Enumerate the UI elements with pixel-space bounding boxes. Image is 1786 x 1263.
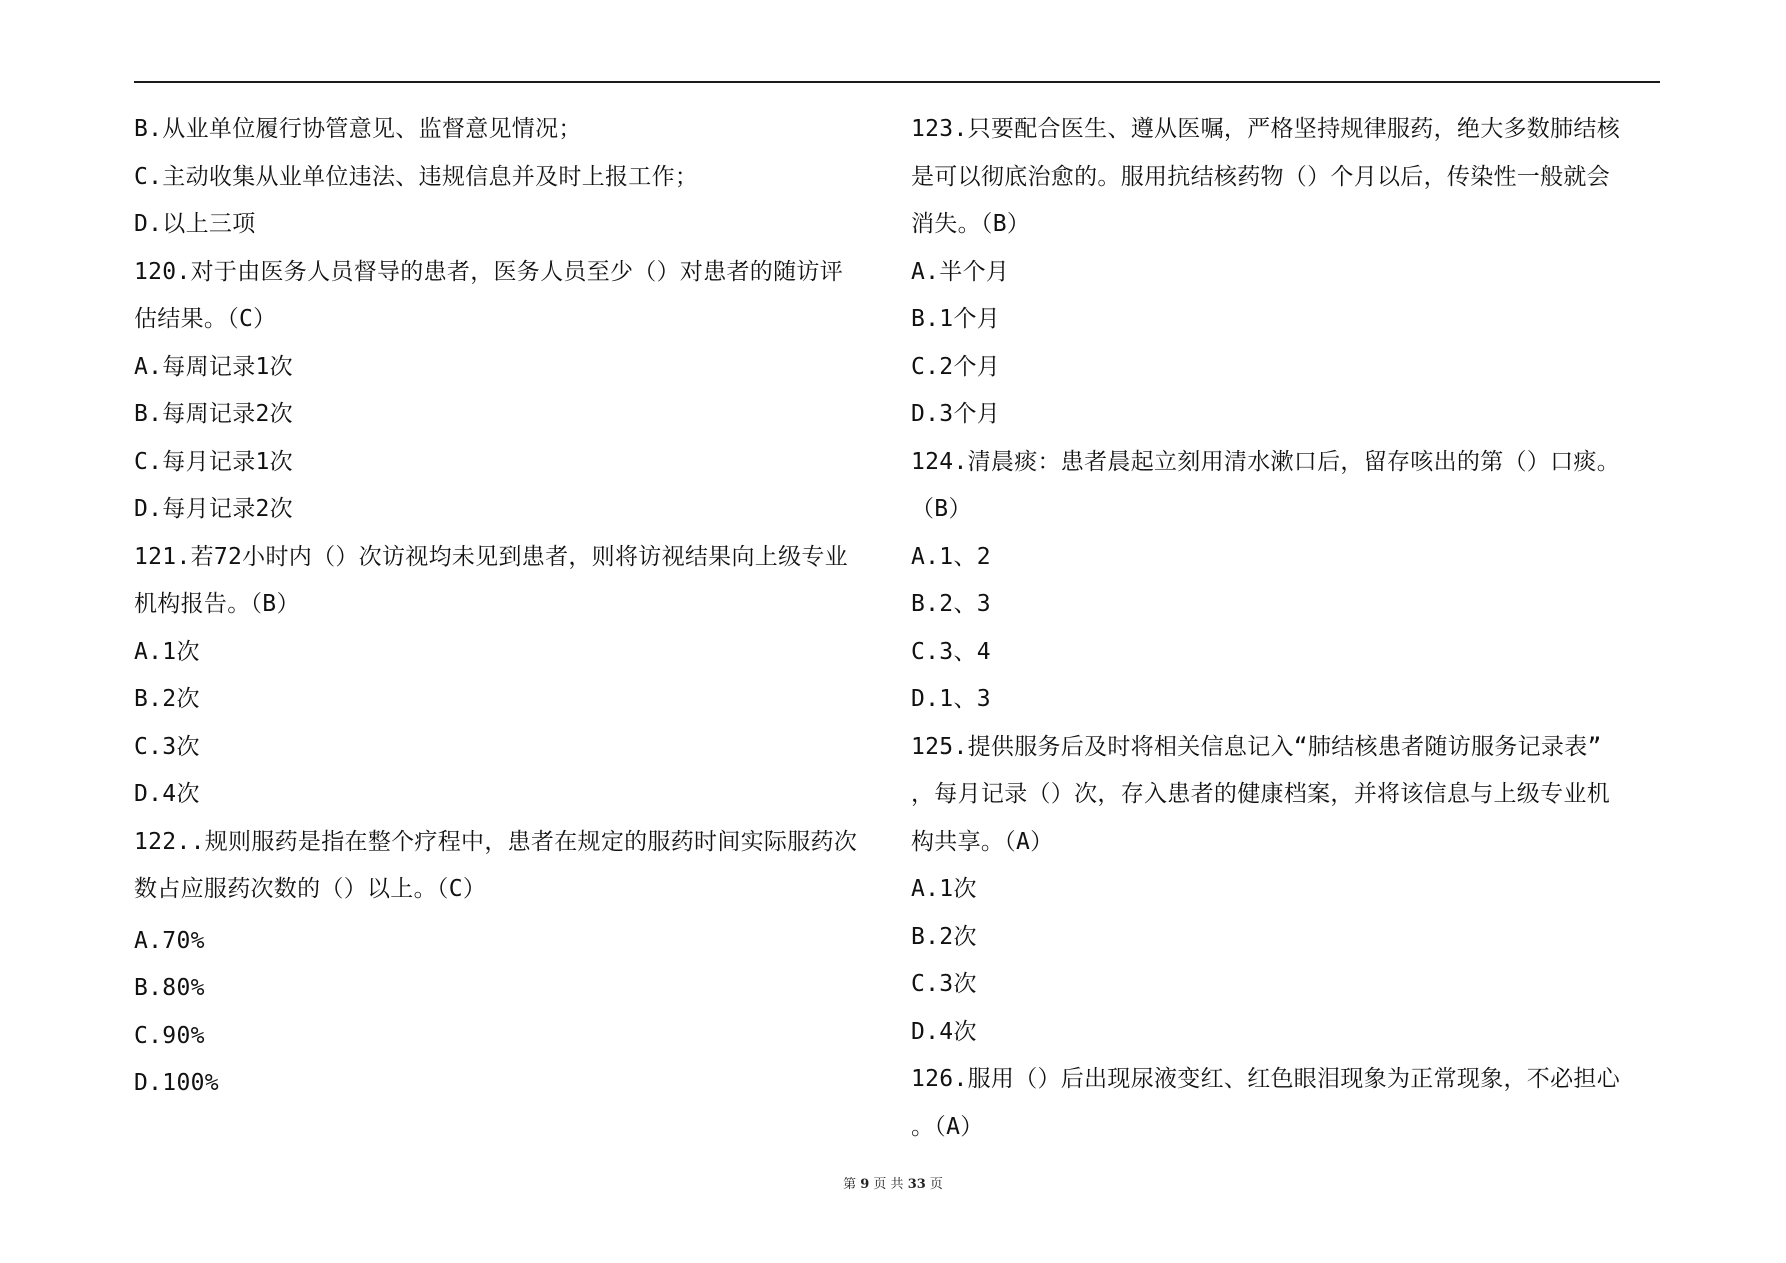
option-line: A.70% (134, 927, 205, 954)
question-122: 122..规则服药是指在整个疗程中，患者在规定的服药时间实际服药次 (134, 828, 858, 855)
text-line: 消失。（B） (911, 211, 1031, 237)
text-line: （B） (911, 496, 972, 522)
option-line: B.2次 (134, 686, 200, 712)
question-123: 123.只要配合医生、遵从医嘱，严格坚持规律服药，绝大多数肺结核 (911, 116, 1620, 142)
option-line: D.每月记录2次 (134, 496, 293, 522)
option-line: B.每周记录2次 (134, 401, 293, 427)
text-line: 构共享。（A） (911, 828, 1054, 855)
question-121: 121.若72小时内（）次访视均未见到患者，则将访视结果向上级专业 (134, 543, 848, 570)
text-line: 机构报告。（B） (134, 591, 300, 617)
header-rule (134, 81, 1660, 83)
footer-suffix: 页 (929, 1177, 943, 1192)
text-line: 数占应服药次数的（）以上。（C） (134, 876, 487, 902)
left-column (134, 106, 874, 1108)
text-line: 。（A） (911, 1113, 984, 1140)
option-line: B.2、3 (911, 591, 991, 617)
page-footer (0, 1173, 1786, 1192)
question-126: 126.服用（）后出现尿液变红、红色眼泪现象为正常现象，不必担心 (911, 1066, 1620, 1092)
option-line: C.3次 (911, 971, 977, 997)
option-line: C.90% (134, 1022, 205, 1049)
text-line: C.主动收集从业单位违法、违规信息并及时上报工作； (134, 163, 699, 190)
total-pages: 33 (907, 1177, 926, 1192)
option-line: C.每月记录1次 (134, 448, 293, 475)
right-column (911, 106, 1646, 1151)
option-line: A.1、2 (911, 543, 991, 570)
question-125: 125.提供服务后及时将相关信息记入“肺结核患者随访服务记录表” (911, 733, 1602, 760)
option-line: B.1个月 (911, 306, 1001, 332)
text-line: B.从业单位履行协管意见、监督意见情况； (134, 116, 582, 142)
option-line: C.3次 (134, 733, 200, 760)
option-line: A.1次 (911, 876, 977, 902)
page-number: 9 (860, 1177, 870, 1192)
option-line: D.3个月 (911, 401, 1001, 427)
option-line: A.每周记录1次 (134, 353, 293, 380)
option-line: A.半个月 (911, 258, 1010, 285)
footer-prefix: 第 (843, 1177, 857, 1192)
option-line: D.1、3 (911, 686, 991, 712)
option-line: C.2个月 (911, 353, 1001, 380)
option-line: C.3、4 (911, 638, 991, 665)
option-line: D.100% (134, 1070, 219, 1096)
question-124: 124.清晨痰：患者晨起立刻用清水漱口后，留存咳出的第（）口痰。 (911, 448, 1620, 475)
footer-mid: 页 共 (873, 1177, 904, 1192)
text-line: 是可以彻底治愈的。服用抗结核药物（）个月以后，传染性一般就会 (911, 163, 1610, 190)
option-line: D.4次 (134, 781, 200, 807)
option-line: A.1次 (134, 638, 200, 665)
text-line: ，每月记录（）次，存入患者的健康档案，并将该信息与上级专业机 (911, 781, 1610, 807)
option-line: B.2次 (911, 923, 977, 950)
option-line: D.4次 (911, 1018, 977, 1045)
text-line: D.以上三项 (134, 211, 256, 237)
option-line: B.80% (134, 975, 205, 1001)
question-120: 120.对于由医务人员督导的患者，医务人员至少（）对患者的随访评 (134, 258, 843, 285)
text-line: 估结果。（C） (134, 306, 277, 332)
